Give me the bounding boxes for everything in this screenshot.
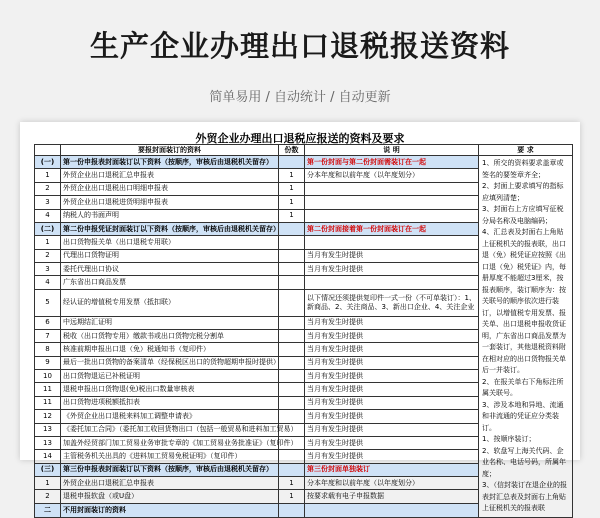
row-number: 3 (35, 196, 61, 209)
section-count (279, 463, 305, 476)
section-note: 第一份封面与第二份封面需装订在一起 (305, 156, 479, 169)
row-note: 当月有发生时提供 (305, 396, 479, 409)
row-count: 1 (279, 196, 305, 209)
row-note: 当月有发生时提供 (305, 356, 479, 369)
row-material: 出口货物进项税额抵扣表 (61, 396, 279, 409)
row-note (305, 182, 479, 195)
section-number: (三) (35, 463, 61, 476)
row-material: 委托代理出口协议 (61, 263, 279, 276)
row-material: 《委托加工合同》（委托加工收回货物出口（包括一般贸易和进料加工贸易） (61, 423, 279, 436)
row-count (279, 410, 305, 423)
section-count (279, 156, 305, 169)
row-count (279, 249, 305, 262)
row-material: 外贸企业出口退税进货明细申报表 (61, 196, 279, 209)
document-title: 外贸企业办理出口退税应报送的资料及要求 (195, 132, 405, 145)
row-count (279, 370, 305, 383)
row-number: 1 (35, 169, 61, 182)
row-number: 7 (35, 329, 61, 342)
row-note (305, 209, 479, 222)
row-number: 2 (35, 249, 61, 262)
document-preview[interactable] (20, 122, 580, 514)
page-subtitle: 简单易用 / 自动统计 / 自动更新 (209, 90, 391, 105)
row-count: 1 (279, 490, 305, 503)
row-number: 12 (35, 410, 61, 423)
row-number: 13 (35, 423, 61, 436)
section-note: 第二份封面接着第一份封面装订在一起 (305, 222, 479, 235)
row-material: 退税申报出口货物退(免)税出口数量审核表 (61, 383, 279, 396)
row-material: 退税申报软盘（或U盘） (61, 490, 279, 503)
section-number: 二 (35, 503, 61, 517)
row-note: 当月有发生时提供 (305, 450, 479, 463)
row-number: 11 (35, 383, 61, 396)
row-number: 1 (35, 477, 61, 490)
row-number: 9 (35, 356, 61, 369)
row-count: 1 (279, 477, 305, 490)
row-material: 外贸企业出口退税出口明细申报表 (61, 182, 279, 195)
row-material: 最后一批出口货物的备案清单（经保税区出口的货物超期申报时提供） (61, 356, 279, 369)
section-note: 第三份封面单独装订 (305, 463, 479, 476)
row-note: 当月有发生时提供 (305, 343, 479, 356)
row-number: 5 (35, 289, 61, 316)
row-note (305, 276, 479, 289)
row-note: 当月有发生时提供 (305, 316, 479, 329)
row-material: 核准前期申报出口退（免）税通知书（复印件） (61, 343, 279, 356)
section-title: 第三份申报表封面装订以下资料（按顺序，审核后由退税机关留存） (61, 463, 279, 476)
row-number: 11 (35, 396, 61, 409)
section-title: 第二份申报凭证封面装订以下资料（按顺序，审核后由退税机关留存） (61, 222, 279, 235)
row-note: 分本年度和以前年度（以年度划分） (305, 477, 479, 490)
row-count (279, 343, 305, 356)
column-header: 要 求 (479, 145, 573, 156)
row-note: 按要求载有电子申报数据 (305, 490, 479, 503)
section-number: (二) (35, 222, 61, 235)
row-number: 1 (35, 236, 61, 249)
row-number: 2 (35, 182, 61, 195)
row-number: 6 (35, 316, 61, 329)
row-count: 1 (279, 169, 305, 182)
row-note (305, 236, 479, 249)
section-number: (一) (35, 156, 61, 169)
column-header: 说 明 (305, 145, 479, 156)
row-material: 中远期结汇证明 (61, 316, 279, 329)
row-number: 10 (35, 370, 61, 383)
row-count (279, 356, 305, 369)
row-note: 以下情况还须提供复印件一式一份（不可单装订）：1、新商品、2、关注商品、3、新出口企业、4、关注企业 (305, 289, 479, 316)
row-number: 4 (35, 276, 61, 289)
row-material: 广东省出口商品发票 (61, 276, 279, 289)
row-material: 主管税务机关出具的《进料加工贸易免税证明》（复印件） (61, 450, 279, 463)
requirements-table (34, 144, 573, 518)
row-count (279, 383, 305, 396)
row-note: 当月有发生时提供 (305, 423, 479, 436)
row-note: 当月有发生时提供 (305, 370, 479, 383)
row-note: 当月有发生时提供 (305, 263, 479, 276)
section-title: 不用封面装订的资料 (61, 503, 279, 517)
row-material: 外贸企业出口退税汇总申报表 (61, 477, 279, 490)
row-note: 当月有发生时提供 (305, 410, 479, 423)
row-count (279, 276, 305, 289)
row-material: 代理出口货物证明 (61, 249, 279, 262)
row-material: 纳税人的书面声明 (61, 209, 279, 222)
row-material: 《外贸企业出口退税来料加工调整申请表》 (61, 410, 279, 423)
row-material: 经认证的增值税专用发票（抵扣联） (61, 289, 279, 316)
row-number: 8 (35, 343, 61, 356)
column-header: 份数 (279, 145, 305, 156)
row-note: 当月有发生时提供 (305, 249, 479, 262)
table-header-row (35, 145, 573, 156)
row-count (279, 236, 305, 249)
row-number: 2 (35, 490, 61, 503)
row-count (279, 263, 305, 276)
row-note: 当月有发生时提供 (305, 383, 479, 396)
row-count (279, 329, 305, 342)
section-count (279, 222, 305, 235)
row-count: 1 (279, 182, 305, 195)
row-count (279, 396, 305, 409)
page-title: 生产企业办理出口退税报送资料 (89, 29, 510, 63)
requirements-cell: 1、所交的资料要求盖章或签名的要签章齐全； 2、封面上要求填写的指标应填列清楚； 3、封面右上方应填写征税分局名称及电脑编码； 4、汇总表及封面右上角贴上征税机关的报表联，出口退（免）税凭证应按照《出口退（免）税凭证》内，每册厚度不能超过3厘米，按报表顺序，装订顺序为：按关联号的顺序依次进行装订，以增值税专用发票、报关单、出口退税申报收货证明，广东省出口商品发票为一套装订，其他退税资料附在相对应的出口货物报关单后一并装订。 2、在报关单右下角标注所属关联号。 3、涉及本地和异地、流通和非流通的凭证应分类装订。 1、按顺序装订； 2、软盘写上海关代码、企业名称、电话号码，所属年度； 3、（信封装订在退企业的报表封汇总表及封面右上角贴上征税机关的报表联 (479, 156, 573, 518)
row-number: 13 (35, 436, 61, 449)
row-number: 4 (35, 209, 61, 222)
row-count (279, 316, 305, 329)
row-count (279, 450, 305, 463)
column-header (35, 145, 61, 156)
row-material: 外贸企业出口退税汇总申报表 (61, 169, 279, 182)
row-number: 3 (35, 263, 61, 276)
row-number: 14 (35, 450, 61, 463)
row-note: 分本年度和以前年度（以年度划分） (305, 169, 479, 182)
section-title: 第一份申报表封面装订以下资料（按顺序，审核后由退税机关留存） (61, 156, 279, 169)
row-note (305, 196, 479, 209)
row-note: 当月有发生时提供 (305, 436, 479, 449)
section-row (35, 156, 573, 169)
row-count (279, 289, 305, 316)
column-header: 要报封面装订的资料 (61, 145, 279, 156)
row-material: 加盖外经贸部门加工贸易业务审批专章的《加工贸易业务批准证》（复印件） (61, 436, 279, 449)
section-note (305, 503, 479, 517)
row-material: 出口货物报关单（出口退税专用联） (61, 236, 279, 249)
row-note: 当月有发生时提供 (305, 329, 479, 342)
row-material: 税收（出口货物专用）缴款书或出口货物完税分割单 (61, 329, 279, 342)
row-count: 1 (279, 209, 305, 222)
section-count (279, 503, 305, 517)
row-material: 出口货物退运已补税证明 (61, 370, 279, 383)
